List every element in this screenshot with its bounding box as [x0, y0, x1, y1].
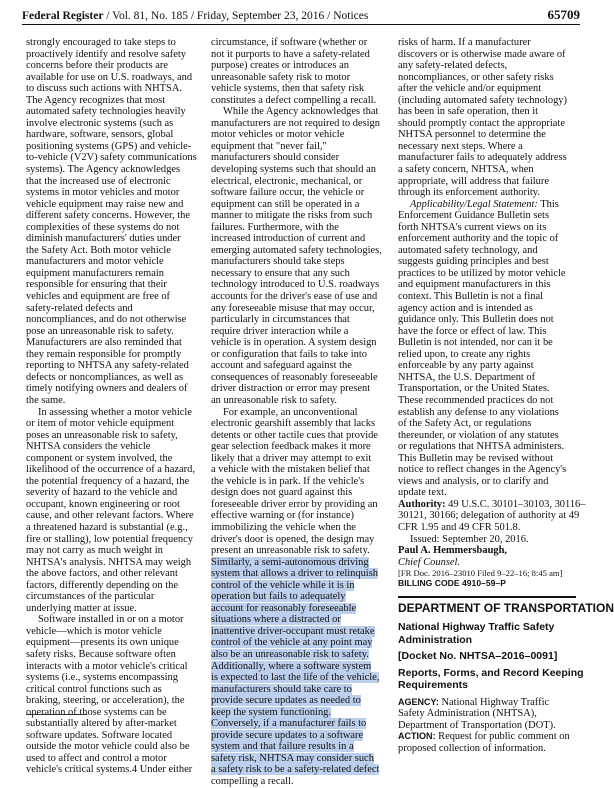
- column2-line: [211, 637, 389, 649]
- column3-line: context. This Bulletin is not a final: [398, 291, 544, 303]
- authority-label: Authority:: [398, 498, 446, 510]
- column2-line: consequences of reasonably foreseeable: [211, 371, 378, 383]
- column3-line: should promptly contact the appropriate: [398, 117, 565, 129]
- column2-line: foreseeable driver error by providing an: [211, 498, 378, 510]
- page-number: 65709: [547, 7, 580, 22]
- column3-line: NHTSA personnel to determine the: [398, 129, 546, 141]
- billing-code: BILLING CODE 4910–59–P: [398, 578, 506, 589]
- column2-line: driver's door is opened, the design may: [211, 533, 375, 545]
- column2-line: developing systems such that should an: [211, 164, 376, 176]
- highlighted-text: Similarly, a semi-autonomous driving: [211, 556, 369, 568]
- column1-line: the above factors, and other relevant: [26, 568, 178, 580]
- action-label: ACTION:: [398, 731, 436, 742]
- column1-line: used to affect and control a motor: [26, 752, 167, 764]
- issued-date: Issued: September 20, 2016.: [410, 533, 529, 545]
- column3-line: thereunder, or violation of any statutes: [398, 429, 559, 441]
- volume-info: / Vol. 81, No. 185 / Friday, September 23, 2016 / Notices: [103, 10, 369, 22]
- column3-line: Transportation, or the United States.: [398, 383, 550, 395]
- column3-line: discovers or is otherwise made aware of: [398, 48, 566, 60]
- action-line: [398, 731, 578, 743]
- column1-line: operation of those systems can be: [26, 706, 167, 718]
- column2-line: manufacturers should consider: [211, 152, 340, 164]
- column2-line: motor vehicles or motor vehicle: [211, 129, 345, 141]
- column2-line: any foreseeable misuse that may occur,: [211, 302, 375, 314]
- column1-line: equipment—presents its own unique: [26, 637, 179, 649]
- column1-line: Software installed in or on a motor: [38, 614, 184, 626]
- agency-line: [398, 697, 578, 709]
- column1-line: severity of hazard to the vehicle and: [26, 487, 178, 499]
- column1-line: vehicle's critical systems.4 Under either: [26, 764, 193, 776]
- column3-line: guidance only. This Bulletin does not: [398, 314, 554, 326]
- column1-line: vehicles and equipment are free of: [26, 291, 171, 303]
- column2-line: constitutes a defect compelling a recall.: [211, 94, 377, 106]
- highlighted-text: operation but fails to adequately: [211, 591, 346, 603]
- column-1: [26, 37, 204, 776]
- highlighted-text: manufacturers should take care to: [211, 683, 352, 695]
- column-3-body: [398, 37, 578, 499]
- column2-line: [211, 661, 389, 673]
- column2-line: purpose) creates or introduces an: [211, 60, 349, 72]
- column2-line: [211, 684, 389, 696]
- agency-text-0: National Highway Traffic: [438, 696, 550, 708]
- column3-line: and equipment manufacturers in this: [398, 279, 551, 291]
- legal-statement-text: This: [537, 198, 559, 210]
- action-text-0: Request for public comment on: [435, 731, 570, 743]
- highlighted-text: a safety risk to be a safety-related defect: [211, 764, 380, 776]
- column1-line: systems in motor vehicles and motor: [26, 187, 180, 199]
- column2-line: [211, 591, 389, 603]
- column3-line: any safety-related defects,: [398, 60, 508, 72]
- column3-line: have the force or effect of law. This: [398, 325, 547, 337]
- column1-line: manufacturers and motor vehicle: [26, 256, 164, 268]
- column1-line: proactively identify and resolve safety: [26, 48, 186, 60]
- column3-line: enforceable by any party against: [398, 360, 534, 372]
- column1-line: concerns before their products are: [26, 60, 168, 72]
- agency-heading-2: Administration: [398, 633, 473, 646]
- column2-line: effective warning or (for instance): [211, 510, 354, 522]
- publication-name: Federal Register: [22, 10, 104, 22]
- highlighted-text: situations where a distracted or: [211, 614, 341, 626]
- authority-text-2: CFR 1.95 and 49 CFR 501.8.: [398, 521, 521, 533]
- column1-line: they remain responsible for promptly: [26, 348, 182, 360]
- highlighted-text: control of the vehicle while it is in: [211, 579, 355, 591]
- column1-line: different safety concerns. However, the: [26, 210, 190, 222]
- notice-title-1: Reports, Forms, and Record Keeping: [398, 666, 584, 679]
- column1-line: positioning systems (GPS) and vehicle-: [26, 140, 192, 152]
- column2-line: the vehicle is in park. If the vehicle's: [211, 475, 365, 487]
- column2-line: [211, 557, 389, 569]
- column2-line: [211, 580, 389, 592]
- column3-line: automated safety technology, and: [398, 244, 538, 256]
- column2-line: [211, 741, 389, 753]
- column2-line: [211, 649, 389, 661]
- action-text-1: proposed collection of information.: [398, 742, 546, 754]
- authority-line: [398, 498, 586, 511]
- column3-line: enforcement authority and the topic of: [398, 233, 559, 245]
- column1-line: reporting to NHTSA any safety-related: [26, 360, 189, 372]
- column1-line: strongly encouraged to take steps to: [26, 37, 176, 48]
- column2-line: detents or other tactile cues that provide: [211, 429, 378, 441]
- authority-text-0: 49 U.S.C. 30101–30103, 30116–: [445, 498, 586, 510]
- column1-line: vehicle—which is motor vehicle: [26, 625, 162, 637]
- column2-line: or configuration that fails to take into: [211, 348, 367, 360]
- column1-line: available for use on U.S. roadways, and: [26, 71, 193, 83]
- column3-line: forth NHTSA's current views on its: [398, 221, 547, 233]
- fr-doc-line: [FR Doc. 2016–23010 Filed 9–22–16; 8:45 am]: [398, 568, 563, 579]
- column2-line: [211, 603, 389, 615]
- column2-line: accounts for the driver's ease of use and: [211, 291, 378, 303]
- highlighted-text: keep the system functioning.: [211, 706, 332, 718]
- column1-line: cause, and other relevant factors. Where: [26, 510, 194, 522]
- highlighted-text: inattentive driver-occupant must retake: [211, 625, 375, 637]
- footnote-rule: [26, 714, 86, 715]
- column2-line: failures. Furthermore, with the: [211, 221, 339, 233]
- column2-line: emerging automated safety technologies,: [211, 244, 382, 256]
- column2-line: present an unreasonable risk to safety.: [211, 545, 370, 557]
- column1-line: interacts with a motor vehicle's critical: [26, 660, 188, 672]
- column3-line: update text.: [398, 487, 447, 499]
- column2-line: electrical, electronic, mechanical, or: [211, 175, 363, 187]
- column1-line: outside the motor vehicle could also be: [26, 741, 190, 753]
- notice-title-2: Requirements: [398, 679, 469, 692]
- column1-line: factors, differently depending on the: [26, 579, 178, 591]
- docket-number: [Docket No. NHTSA–2016–0091]: [398, 650, 558, 663]
- column2-line: [211, 672, 389, 684]
- column2-line: manner to mitigate the risks from such: [211, 210, 373, 222]
- column2-line: vehicle systems, then that safety risk: [211, 83, 365, 95]
- column2-line: driver distraction or error may present: [211, 383, 371, 395]
- column1-line: equipment manufacturers remain: [26, 267, 164, 279]
- column1-line: systems (i.e., systems encompassing: [26, 672, 178, 684]
- column1-line: or item of motor vehicle equipment: [26, 418, 175, 430]
- column-3: [398, 37, 614, 754]
- column1-line: substantially altered by after-market: [26, 718, 177, 730]
- column3-line: or regulations that NHTSA administers.: [398, 441, 565, 453]
- column1-line: diminish manufacturers' duties under: [26, 233, 181, 245]
- column1-line: systems). The Agency acknowledges: [26, 164, 181, 176]
- column1-line: underlying matter at issue.: [26, 602, 137, 614]
- column1-line: responsible for ensuring that their: [26, 279, 167, 291]
- column3-line: Enforcement Guidance Bulletin sets: [398, 210, 550, 222]
- column2-line: circumstance, if software (whether or: [211, 37, 368, 48]
- column3-line: notice to reflect changes in the Agency's: [398, 464, 567, 476]
- page-header: [22, 7, 580, 25]
- highlighted-text: Conversely, if a manufacturer fails to: [211, 718, 367, 730]
- column1-line: noncompliances, and do not otherwise: [26, 314, 187, 326]
- column3-line: risks of harm. If a manufacturer: [398, 37, 531, 48]
- column2-line: account and safeguard against the: [211, 360, 352, 372]
- department-heading: DEPARTMENT OF TRANSPORTATION: [398, 601, 614, 616]
- column1-line: Manufacturers are also reminded that: [26, 337, 182, 349]
- column3-line: views and analysis, or to clarify and: [398, 475, 549, 487]
- column1-line: fire or stalling), low potential frequency: [26, 533, 193, 545]
- column3-line: manufacturer fails to adequately address: [398, 152, 567, 164]
- agency-text-2: Department of Transportation (DOT).: [398, 719, 556, 731]
- highlighted-text: provide secure updates as needed to: [211, 695, 361, 707]
- agency-label: AGENCY:: [398, 696, 439, 707]
- column1-line: the same.: [26, 394, 66, 406]
- column1-line: a threatened hazard is substantial (e.g.,: [26, 521, 188, 533]
- column1-line: In assessing whether a motor vehicle: [38, 406, 192, 418]
- column2-line: gear selection feedback makes it more: [211, 441, 371, 453]
- highlighted-text: also be an unreasonable risk to safety.: [211, 648, 369, 660]
- column1-line: involve electronic systems (such as: [26, 117, 174, 129]
- column2-line: [211, 707, 389, 719]
- column2-line: manufacturers are not required to design: [211, 117, 380, 129]
- column3-line: This Bulletin may be revised without: [398, 452, 554, 464]
- column3-line: suggests guiding principles and best: [398, 256, 549, 268]
- agency-heading-1: National Highway Traffic Safety: [398, 621, 555, 634]
- column1-line: safety risks. Because software often: [26, 648, 176, 660]
- column2-line: [211, 614, 389, 626]
- column1-line: to discuss such actions with NHTSA.: [26, 83, 182, 95]
- column3-line: necessary next steps. Where a: [398, 140, 523, 152]
- highlighted-text: system that allows a driver to relinquish: [211, 568, 378, 580]
- column1-line: software updates. Software located: [26, 729, 173, 741]
- column2-line: While the Agency acknowledges that: [223, 106, 379, 118]
- column2-line: [211, 718, 389, 730]
- header-citation: [22, 10, 368, 22]
- column1-line: critical control functions such as: [26, 683, 162, 695]
- highlighted-text: account for reasonably foreseeable: [211, 602, 357, 614]
- column2-line: [211, 730, 389, 742]
- column2-line: equipment that "never fail,": [211, 140, 327, 152]
- column1-line: NHTSA's analysis. NHTSA may weigh: [26, 556, 192, 568]
- column2-line: particularly in circumstances that: [211, 314, 350, 326]
- column2-line: increased introduction of current and: [211, 233, 366, 245]
- column2-line: unreasonable safety risk to motor: [211, 71, 351, 83]
- column2-line: vehicle is in operation. A system design: [211, 337, 377, 349]
- column1-line: hardware, software, sensors, global: [26, 129, 174, 141]
- column3-line: after the vehicle and/or equipment: [398, 83, 542, 95]
- column1-line: NHTSA considers the vehicle: [26, 441, 151, 453]
- column3-line: [398, 199, 578, 211]
- highlighted-text: safety risk, NHTSA may consider such: [211, 752, 374, 764]
- signer-title: Chief Counsel.: [398, 556, 461, 568]
- column3-line: appropriate, will address that failure: [398, 175, 549, 187]
- column2-line: design does not guard against this: [211, 487, 353, 499]
- column1-line: pose an unreasonable risk to safety.: [26, 325, 174, 337]
- column3-line: NHTSA, the U.S. Department of: [398, 371, 536, 383]
- column1-line: braking, steering, or acceleration), the: [26, 695, 185, 707]
- column3-line: These recommended practices do not: [398, 394, 554, 406]
- authority-text-1: 30121, 30166; delegation of authority at 49: [398, 510, 580, 522]
- column2-line: manufacturers should take steps: [211, 256, 345, 268]
- column1-line: occupant, known engineering or root: [26, 498, 180, 510]
- column3-line: Bulletin is not intended, nor can it be: [398, 337, 553, 349]
- section-divider: [398, 596, 576, 598]
- column2-line: electronic gearshift assembly that lacks: [211, 418, 376, 430]
- column1-line: that the increased use of electronic: [26, 175, 171, 187]
- column3-line: agency action and is intended as: [398, 302, 533, 314]
- column1-line: The Agency recognizes that most: [26, 94, 166, 106]
- highlighted-text: system and that failure results in a: [211, 741, 354, 753]
- signer-name: Paul A. Hemmersbaugh,: [398, 545, 508, 557]
- column1-line: the Safety Act. Both motor vehicle: [26, 244, 171, 256]
- column3-line: has been in safe operation, then it: [398, 106, 538, 118]
- column3-line: establish any defense to any violations: [398, 406, 559, 418]
- column-2: [211, 37, 389, 788]
- column3-line: of the Safety Act, or regulations: [398, 418, 532, 430]
- column2-line: equipment can still be operated in a: [211, 198, 360, 210]
- highlighted-text: Additionally, where a software system: [211, 660, 372, 672]
- column2-line: [211, 753, 389, 765]
- column3-line: a safety concern, NHTSA, when: [398, 164, 534, 176]
- column1-line: circumstances of the particular: [26, 591, 155, 603]
- column1-line: the potential frequency of a hazard, the: [26, 475, 190, 487]
- column2-line: [211, 764, 389, 776]
- highlighted-text: control of the vehicle at any point may: [211, 637, 373, 649]
- column2-line: technology introduced to U.S. roadways: [211, 279, 380, 291]
- column1-line: component or system involved, the: [26, 452, 173, 464]
- column2-line: software failure occur, the vehicle or: [211, 187, 365, 199]
- column2-line: [211, 695, 389, 707]
- column1-line: may not carry as much weight in: [26, 545, 163, 557]
- column1-line: complexities of these systems do not: [26, 221, 180, 233]
- column3-line: through its enforcement authority.: [398, 187, 540, 199]
- highlighted-text: provide secure updates to a software: [211, 729, 364, 741]
- column1-line: timely notifying owners and dealers of: [26, 383, 188, 395]
- column2-line: a vehicle with the mistaken belief that: [211, 464, 370, 476]
- column1-line: vehicle equipment may raise new and: [26, 198, 184, 210]
- column2-line: an unreasonable risk to safety.: [211, 394, 337, 406]
- column2-line: [211, 568, 389, 580]
- agency-text-1: Safety Administration (NHTSA),: [398, 708, 537, 720]
- column3-line: noncompliances, or other safety risks: [398, 71, 554, 83]
- column1-line: likelihood of the occurrence of a hazard,: [26, 464, 195, 476]
- column2-line: require driver interaction while a: [211, 325, 349, 337]
- column3-line: practices to be utilized by motor vehicle: [398, 267, 566, 279]
- column3-line: (including automated safety technology): [398, 94, 567, 106]
- column2-line: compelling a recall.: [211, 776, 294, 787]
- column2-line: immobilizing the vehicle when the: [211, 521, 356, 533]
- column1-line: automated safety technologies heavily: [26, 106, 186, 118]
- column1-line: to-vehicle (V2V) safety communications: [26, 152, 197, 164]
- column2-line: [211, 626, 389, 638]
- highlighted-text: is expected to last the life of the vehicle,: [211, 672, 380, 684]
- legal-statement-lead: Applicability/Legal Statement:: [410, 198, 538, 210]
- column1-line: defects or noncompliances, as well as: [26, 371, 184, 383]
- column3-line: relied upon, to create any rights: [398, 348, 531, 360]
- column1-line: poses an unreasonable risk to safety,: [26, 429, 178, 441]
- column2-line: not it purports to have a safety-related: [211, 48, 370, 60]
- column2-line: likely that a driver may attempt to exit: [211, 452, 372, 464]
- column1-line: safety-related defects and: [26, 302, 133, 314]
- column2-line: For example, an unconventional: [223, 406, 358, 418]
- column2-line: necessary to ensure that any such: [211, 267, 350, 279]
